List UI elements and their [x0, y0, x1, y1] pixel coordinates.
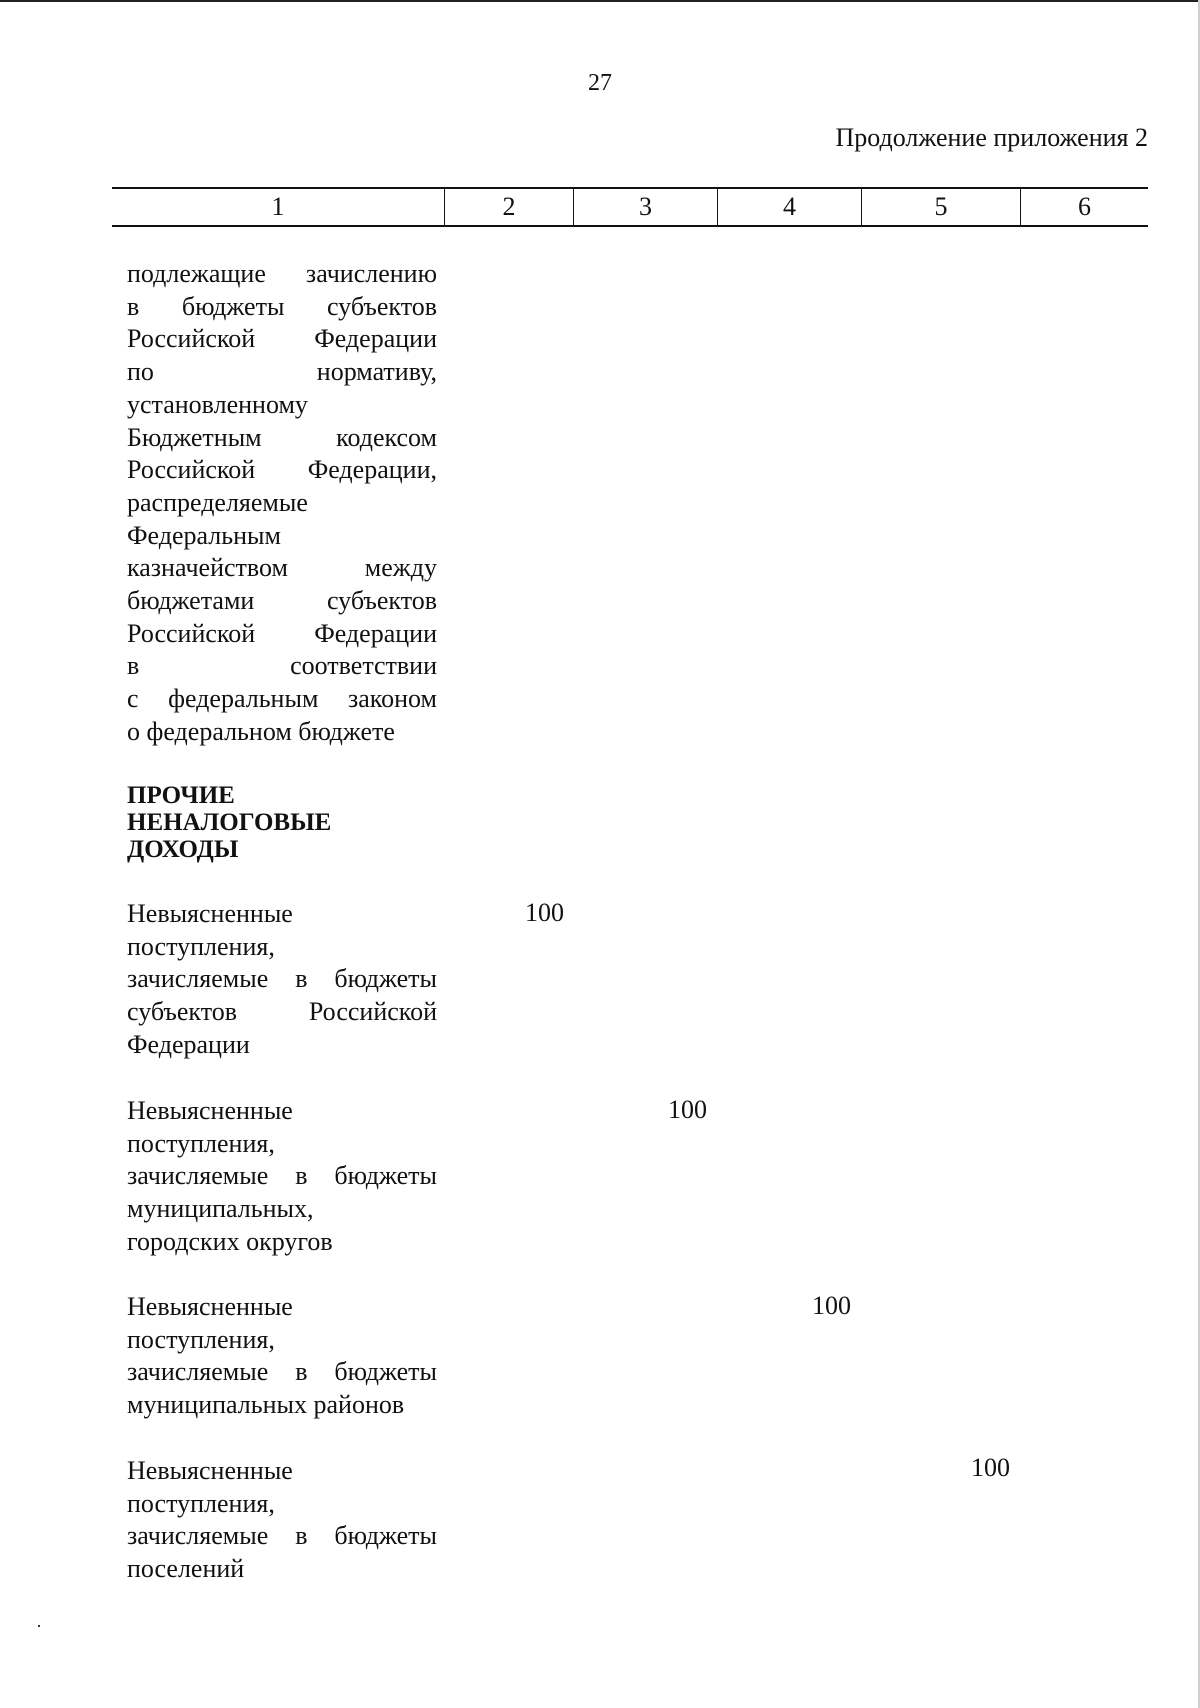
heading-line: НЕНАЛОГОВЫЕ: [127, 809, 332, 836]
text-line: зачисляемые в бюджеты: [127, 1521, 437, 1551]
text-line: Бюджетным кодексом: [127, 422, 437, 452]
value-col-4: 100: [812, 1291, 851, 1320]
text-line: субъектов Российской: [127, 997, 437, 1027]
text-line: с федеральным законом: [127, 684, 437, 714]
text-line: о федеральном бюджете: [127, 716, 395, 746]
text-line: зачисляемые в бюджеты: [127, 964, 437, 994]
text-line: Невыясненные: [127, 1456, 293, 1485]
header-cell-3: 3: [574, 189, 718, 225]
text-line: установленному: [127, 389, 308, 419]
text-line: поступления,: [127, 1128, 275, 1158]
heading-line: ПРОЧИЕ: [127, 782, 235, 809]
text-line: Федерации: [127, 1029, 250, 1059]
text-line: муниципальных районов: [127, 1390, 405, 1420]
text-line: подлежащие зачислению: [127, 259, 437, 288]
row-continuation-text: [127, 258, 437, 749]
text-line: поступления,: [127, 1324, 275, 1354]
row-subjects-text: [127, 898, 437, 1062]
text-line: поступления,: [127, 1488, 275, 1518]
text-line: поступления,: [127, 931, 275, 961]
header-cell-6: 6: [1078, 192, 1091, 221]
text-line: распределяемые: [127, 487, 308, 517]
text-line: зачисляемые в бюджеты: [127, 1161, 437, 1191]
text-line: Невыясненные: [127, 1292, 293, 1321]
appendix-note: Продолжение приложения 2: [835, 123, 1148, 152]
text-line: Российской Федерации: [127, 324, 437, 354]
text-line: бюджетами субъектов: [127, 586, 437, 616]
text-line: Российской Федерации,: [127, 455, 437, 485]
text-line: Невыясненные: [127, 1096, 293, 1125]
scan-speck: [38, 1625, 40, 1627]
value-col-3: 100: [668, 1095, 707, 1124]
row-settlements-text: [127, 1455, 437, 1586]
heading-line: ДОХОДЫ: [127, 836, 239, 863]
header-cell-5: 5: [862, 189, 1021, 225]
value-col-2: 100: [525, 898, 564, 927]
text-line: казначейством между: [127, 553, 437, 583]
text-line: в бюджеты субъектов: [127, 291, 437, 321]
text-line: Российской Федерации: [127, 618, 437, 648]
text-line: Невыясненные: [127, 899, 293, 928]
section-heading: [127, 782, 437, 863]
text-line: муниципальных,: [127, 1194, 314, 1224]
header-cell-2: 2: [445, 189, 574, 225]
page-top-edge: [0, 0, 1200, 2]
text-line: городских округов: [127, 1226, 333, 1256]
page-number: 27: [588, 70, 612, 96]
text-line: поселений: [127, 1554, 245, 1584]
header-cell-1: 1: [112, 189, 445, 225]
value-col-5: 100: [971, 1453, 1010, 1482]
text-line: зачисляемые в бюджеты: [127, 1357, 437, 1387]
row-urban-text: [127, 1095, 437, 1259]
row-districts-text: [127, 1291, 437, 1422]
text-line: в соответствии: [127, 651, 437, 681]
table-header-row: [112, 187, 1148, 227]
text-line: по нормативу,: [127, 357, 437, 387]
text-line: Федеральным: [127, 520, 281, 550]
header-cell-4: 4: [718, 189, 862, 225]
